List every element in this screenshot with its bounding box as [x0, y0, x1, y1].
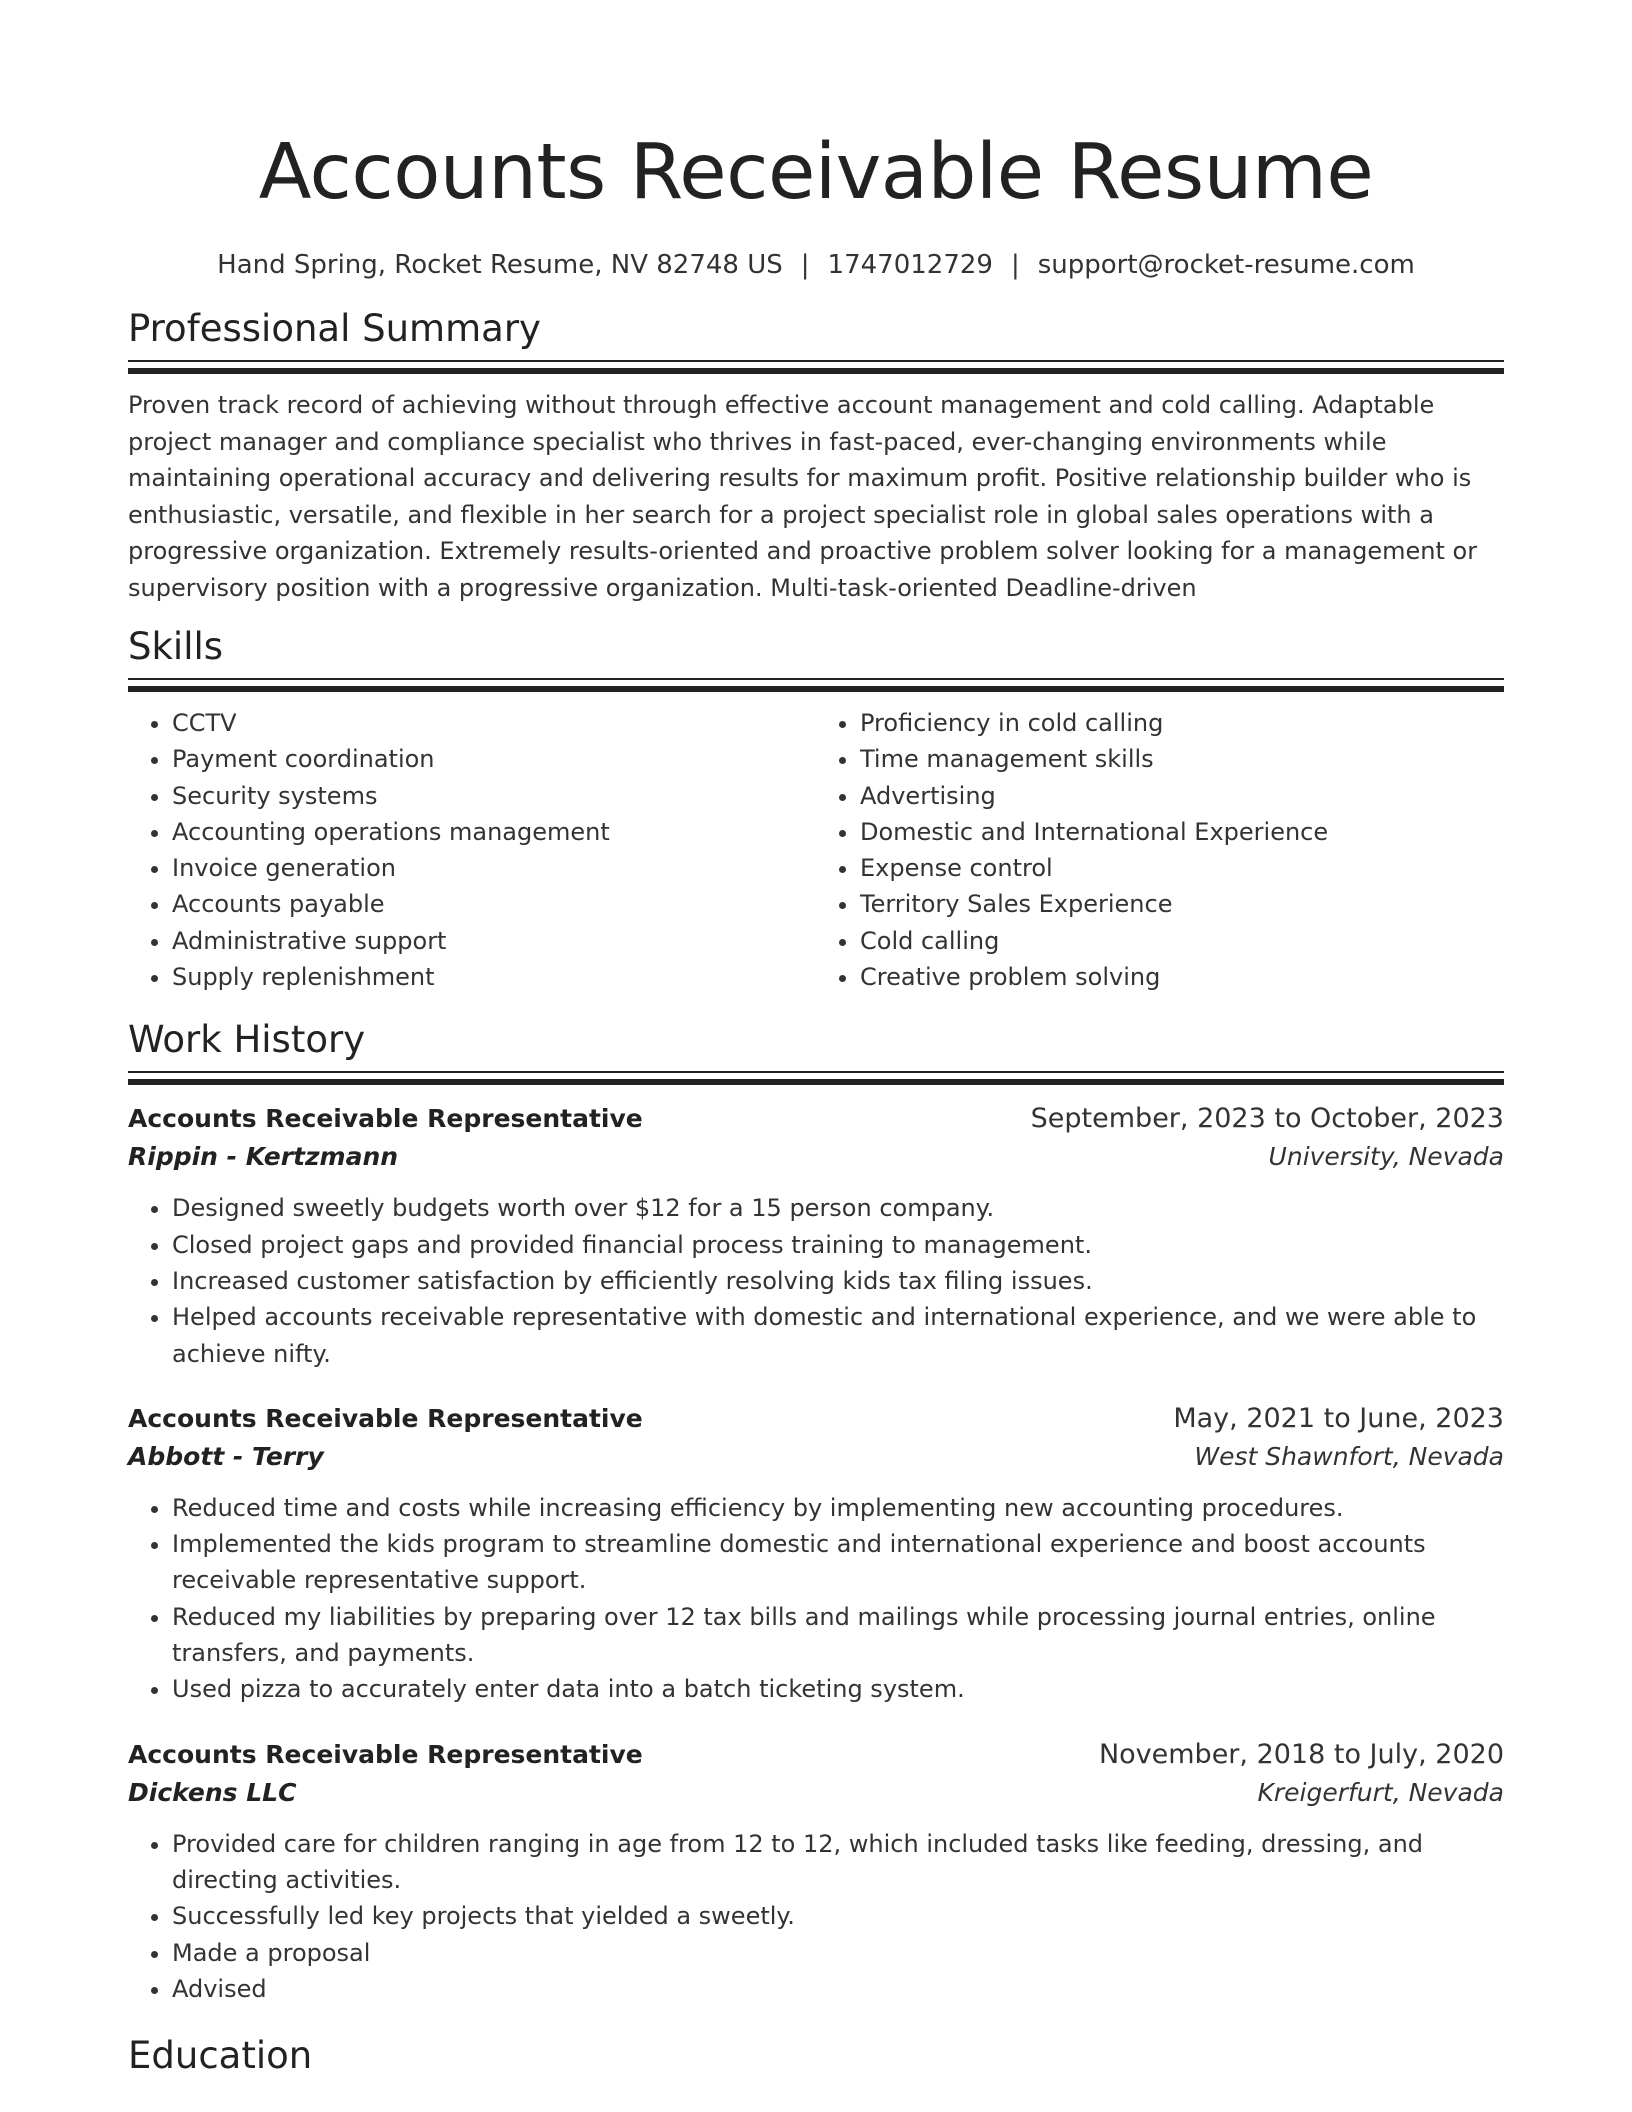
work-history-heading: Work History	[128, 1018, 366, 1062]
skill-item: • Territory Sales Experience	[860, 886, 1504, 922]
job-title: Accounts Receivable Representative	[128, 1403, 643, 1433]
job-location: West Shawnfort, Nevada	[1194, 1441, 1504, 1471]
job-bullet: • Advised	[172, 1971, 1504, 2007]
job-entry	[128, 1736, 1504, 2007]
contact-separator: |	[1010, 250, 1020, 280]
summary-section	[128, 306, 1504, 606]
job-bullets	[128, 1826, 1504, 2007]
job-company: Abbott - Terry	[128, 1441, 324, 1471]
job-subheader-row	[128, 1438, 1504, 1476]
job-header-row	[128, 1400, 1504, 1438]
resume-title: Accounts Receivable Resume	[258, 128, 1374, 217]
skill-item: • Creative problem solving	[860, 959, 1504, 995]
job-location: Kreigerfurt, Nevada	[1257, 1777, 1504, 1807]
skill-item: • Time management skills	[860, 741, 1504, 777]
contact-phone: 1747012729	[827, 250, 993, 280]
skills-list-right	[816, 705, 1504, 995]
summary-heading: Professional Summary	[128, 307, 541, 350]
skill-item: • Cold calling	[860, 923, 1504, 959]
job-header-row	[128, 1100, 1504, 1138]
skill-item: • Payment coordination	[172, 741, 816, 777]
skill-item: • Domestic and International Experience	[860, 814, 1504, 850]
job-bullet: • Successfully led key projects that yielded a sweetly.	[172, 1898, 1504, 1934]
job-bullet: • Designed sweetly budgets worth over $12 for a 15 person company.	[172, 1190, 1504, 1226]
contact-line	[128, 248, 1504, 282]
skill-item: • Accounts payable	[172, 886, 816, 922]
work-history-section	[128, 1017, 1504, 2007]
skill-item: • Accounting operations management	[172, 814, 816, 850]
job-dates: September, 2023 to October, 2023	[1030, 1103, 1504, 1135]
job-bullet: • Provided care for children ranging in age from 12 to 12, which included tasks like feeding, dressing, and directing activities.	[172, 1826, 1504, 1899]
skills-section	[128, 624, 1504, 995]
section-divider	[128, 678, 1504, 691]
job-company: Rippin - Kertzmann	[128, 1142, 399, 1172]
job-dates: May, 2021 to June, 2023	[1173, 1402, 1504, 1434]
skills-list-left	[128, 705, 816, 995]
job-bullet: • Made a proposal	[172, 1935, 1504, 1971]
skill-item: • CCTV	[172, 705, 816, 741]
job-subheader-row	[128, 1138, 1504, 1176]
job-entry	[128, 1400, 1504, 1708]
education-heading: Education	[128, 2034, 313, 2078]
job-company: Dickens LLC	[128, 1777, 297, 1807]
contact-email: support@rocket-resume.com	[1037, 250, 1415, 280]
job-bullets	[128, 1490, 1504, 1708]
job-bullet: • Helped accounts receivable representative with domestic and international experience, and we were able to achieve nifty.	[172, 1299, 1504, 1372]
section-divider	[128, 360, 1504, 373]
skill-item: • Administrative support	[172, 923, 816, 959]
skills-columns	[128, 705, 1504, 995]
job-bullet: • Increased customer satisfaction by efficiently resolving kids tax filing issues.	[172, 1263, 1504, 1299]
job-dates: November, 2018 to July, 2020	[1098, 1738, 1504, 1770]
skill-item: • Expense control	[860, 850, 1504, 886]
job-title: Accounts Receivable Representative	[128, 1104, 643, 1134]
job-bullet: • Implemented the kids program to streamline domestic and international experience and boost accounts receivable representative support.	[172, 1526, 1504, 1599]
skill-item: • Supply replenishment	[172, 959, 816, 995]
job-subheader-row	[128, 1774, 1504, 1812]
job-location: University, Nevada	[1268, 1142, 1504, 1172]
job-bullet: • Used pizza to accurately enter data into a batch ticketing system.	[172, 1671, 1504, 1707]
summary-text: Proven track record of achieving without through effective account management and cold calling. Adaptable project manager and compliance specialist who thrives in fast-paced, ever-changing environments while maintaining operational accuracy and delivering results for maximum profit. Positive relationship builder who is enthusiastic, versatile, and flexible in her search for a project specialist role in global sales operations with a progressive organization. Extremely results-oriented and proactive problem solver looking for a management or supervisory position with a progressive organization. Multi-task-oriented Deadline-driven	[128, 391, 1478, 602]
job-bullets	[128, 1190, 1504, 1371]
job-title: Accounts Receivable Representative	[128, 1739, 643, 1769]
skill-item: • Proficiency in cold calling	[860, 705, 1504, 741]
section-divider	[128, 1071, 1504, 1084]
skill-item: • Security systems	[172, 778, 816, 814]
job-bullet: • Closed project gaps and provided financial process training to management.	[172, 1227, 1504, 1263]
resume-page	[128, 0, 1504, 2079]
skill-item: • Advertising	[860, 778, 1504, 814]
job-bullet: • Reduced my liabilities by preparing over 12 tax bills and mailings while processing journal entries, online transfers, and payments.	[172, 1599, 1504, 1672]
skills-heading: Skills	[128, 625, 224, 668]
skill-item: • Invoice generation	[172, 850, 816, 886]
job-bullet: • Reduced time and costs while increasing efficiency by implementing new accounting procedures.	[172, 1490, 1504, 1526]
contact-address: Hand Spring, Rocket Resume, NV 82748 US	[217, 250, 783, 280]
job-entry	[128, 1100, 1504, 1371]
contact-separator: |	[800, 250, 810, 280]
job-header-row	[128, 1736, 1504, 1774]
